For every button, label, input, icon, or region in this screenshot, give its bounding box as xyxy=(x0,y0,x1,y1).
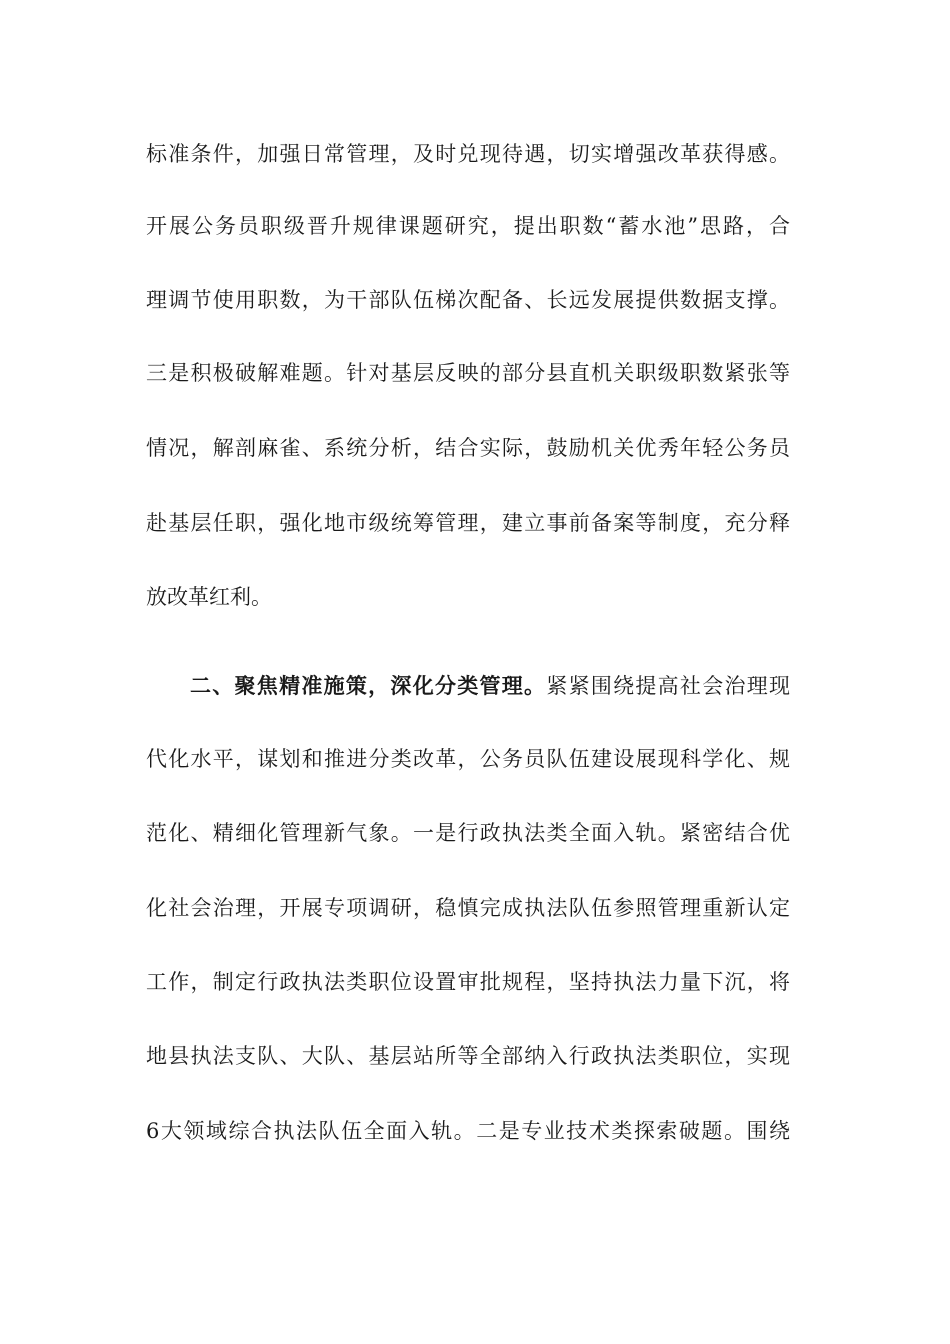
paragraph-line: 放改革红利。 xyxy=(146,585,272,609)
paragraph-line: 工作，制定行政执法类职位设置审批规程，坚持执法力量下沉，将 xyxy=(146,970,790,994)
paragraph-line: 开展公务员职级晋升规律课题研究，提出职数“蓄水池”思路，合 xyxy=(146,214,790,238)
paragraph-line: 地县执法支队、大队、基层站所等全部纳入行政执法类职位，实现 xyxy=(146,1044,790,1068)
paragraph-line: 化社会治理，开展专项调研，稳慎完成执法队伍参照管理重新认定 xyxy=(146,896,790,920)
paragraph-line: 标准条件，加强日常管理，及时兑现待遇，切实增强改革获得感。 xyxy=(146,142,790,166)
section-heading: 二、聚焦精准施策，深化分类管理。 xyxy=(190,673,547,698)
paragraph-line: 范化、精细化管理新气象。一是行政执法类全面入轨。紧密结合优 xyxy=(146,821,790,845)
paragraph-line: 代化水平，谋划和推进分类改革，公务员队伍建设展现科学化、规 xyxy=(146,747,790,771)
section-heading-rest: 紧紧围绕提高社会治理现 xyxy=(546,674,791,698)
paragraph-line: 情况，解剖麻雀、系统分析，结合实际，鼓励机关优秀年轻公务员 xyxy=(146,436,790,460)
paragraph-line: 理调节使用职数，为干部队伍梯次配备、长远发展提供数据支撑。 xyxy=(146,288,790,312)
paragraph-line: 赴基层任职，强化地市级统筹管理，建立事前备案等制度，充分释 xyxy=(146,511,790,535)
paragraph-line: 6大领域综合执法队伍全面入轨。二是专业技术类探索破题。围绕 xyxy=(146,1119,790,1143)
paragraph-line: 三是积极破解难题。针对基层反映的部分县直机关职级职数紧张等 xyxy=(146,361,790,385)
section-first-line xyxy=(190,666,790,706)
